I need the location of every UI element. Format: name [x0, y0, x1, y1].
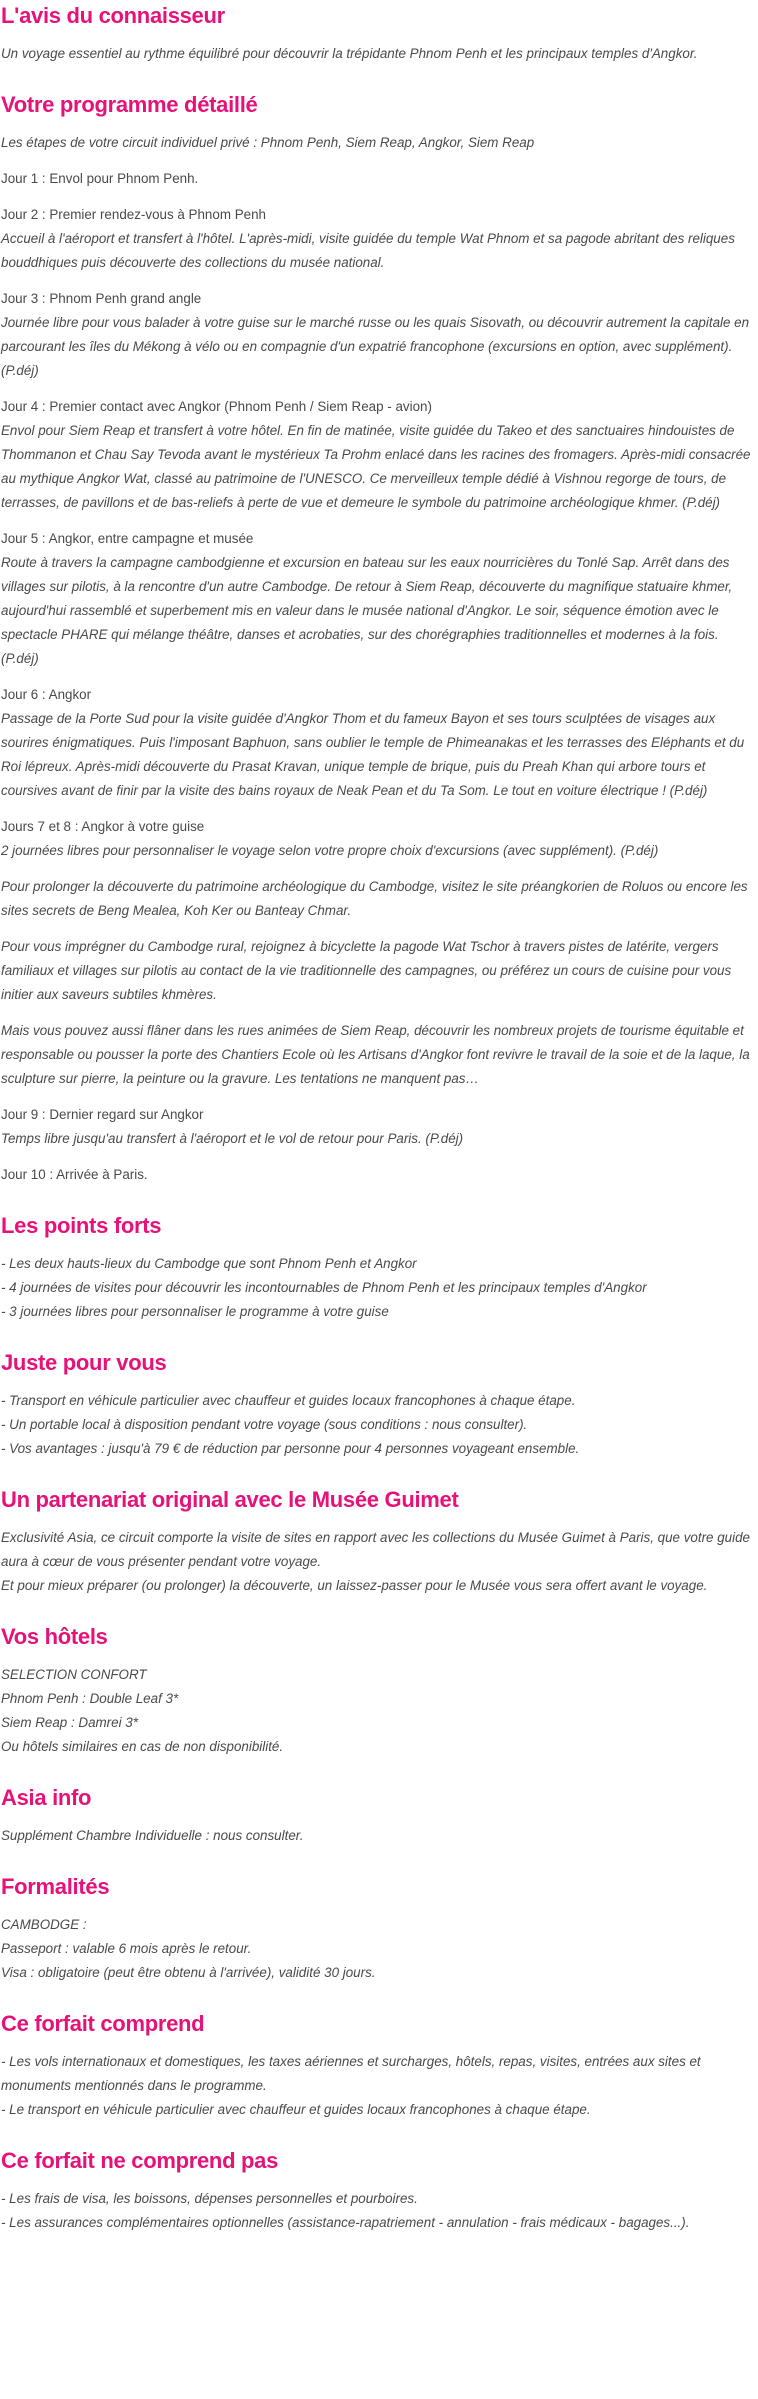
programme-intro: Les étapes de votre circuit individuel privé : Phnom Penh, Siem Reap, Angkor, Siem Reap	[1, 135, 535, 150]
list-item: - 3 journées libres pour personnaliser le programme à votre guise	[1, 1304, 389, 1319]
day-9-text: Temps libre jusqu'au transfert à l'aéroport et le vol de retour pour Paris. (P.déj)	[1, 1131, 464, 1146]
day-7-8-title: Jours 7 et 8 : Angkor à votre guise	[1, 819, 205, 834]
list-item: - 4 journées de visites pour découvrir les incontournables de Phnom Penh et les principaux temples d'Angkor	[1, 1280, 647, 1295]
extra-paragraph-2: Pour vous imprégner du Cambodge rural, rejoignez à bicyclette la pagode Wat Tschor à travers pistes de latérite, vergers familiaux et villages sur pilotis au contact de la vie traditionnelle des campagnes, ou préférez un cours de cuisine pour vous initier aux saveurs subtiles khmères.	[1, 939, 732, 1002]
extra-paragraph-1: Pour prolonger la découverte du patrimoine archéologique du Cambodge, visitez le site préangkorien de Roluos ou encore les sites secrets de Beng Mealea, Koh Ker ou Banteay Chmar.	[1, 879, 748, 918]
section-title-partenariat: Un partenariat original avec le Musée Guimet	[1, 1487, 459, 1512]
section-title-juste-pour-vous: Juste pour vous	[1, 1350, 167, 1375]
list-item: - Transport en véhicule particulier avec chauffeur et guides locaux francophones à chaque étape.	[1, 1393, 576, 1408]
section-title-formalites: Formalités	[1, 1874, 110, 1899]
list-item: - Les frais de visa, les boissons, dépenses personnelles et pourboires.	[1, 2191, 418, 2206]
hotel-line: Phnom Penh : Double Leaf 3*	[1, 1691, 179, 1706]
section-title-avis: L'avis du connaisseur	[1, 3, 225, 28]
section-title-programme: Votre programme détaillé	[1, 92, 258, 117]
day-6	[1, 683, 756, 803]
juste-pour-vous-list	[1, 1389, 756, 1461]
day-3-title: Jour 3 : Phnom Penh grand angle	[1, 291, 202, 306]
section-title-points-forts: Les points forts	[1, 1213, 162, 1238]
section-title-hotels: Vos hôtels	[1, 1624, 108, 1649]
hotel-line: SELECTION CONFORT	[1, 1667, 147, 1682]
day-9	[1, 1103, 756, 1151]
day-2	[1, 203, 756, 275]
day-5	[1, 527, 756, 671]
list-item: - Les assurances complémentaires optionnelles (assistance-rapatriement - annulation - frais médicaux - bagages...).	[1, 2215, 690, 2230]
avis-text: Un voyage essentiel au rythme équilibré pour découvrir la trépidante Phnom Penh et les principaux temples d'Angkor.	[1, 46, 698, 61]
day-6-text: Passage de la Porte Sud pour la visite guidée d'Angkor Thom et du fameux Bayon et ses tours sculptées de visages aux sourires énigmatiques. Puis l'imposant Baphuon, sans oublier le temple de Phimeanakas et les terrasses des Eléphants et du Roi lépreux. Après-midi découverte du Prasat Kravan, unique temple de brique, puis du Preah Khan qui arbore tours et coursives avant de finir par la visite des bains royaux de Neak Pean et du Ta Som. Le tout en voiture électrique ! (P.déj)	[1, 711, 745, 798]
section-title-comprend: Ce forfait comprend	[1, 2011, 205, 2036]
day-4	[1, 395, 756, 515]
ne-comprend-pas-list	[1, 2187, 756, 2235]
extra-paragraph-3: Mais vous pouvez aussi flâner dans les rues animées de Siem Reap, découvrir les nombreux projets de tourisme équitable et responsable ou pousser la porte des Chantiers Ecole où les Artisans d'Angkor font revivre le travail de la soie et de la laque, la sculpture sur pierre, la peinture ou la gravure. Les tentations ne manquent pas…	[1, 1023, 750, 1086]
day-5-title: Jour 5 : Angkor, entre campagne et musée	[1, 531, 254, 546]
list-item: - Le transport en véhicule particulier avec chauffeur et guides locaux francophones à chaque étape.	[1, 2102, 591, 2117]
day-2-text: Accueil à l'aéroport et transfert à l'hôtel. L'après-midi, visite guidée du temple Wat Phnom et sa pagode abritant des reliques bouddhiques puis découverte des collections du musée national.	[1, 231, 735, 270]
comprend-list	[1, 2050, 756, 2122]
day-7-8-text: 2 journées libres pour personnaliser le voyage selon votre propre choix d'excursions (avec supplément). (P.déj)	[1, 843, 659, 858]
list-item: - Un portable local à disposition pendant votre voyage (sous conditions : nous consulter).	[1, 1417, 528, 1432]
day-9-title: Jour 9 : Dernier regard sur Angkor	[1, 1107, 204, 1122]
asia-info-line: Supplément Chambre Individuelle : nous consulter.	[1, 1828, 304, 1843]
partenariat-line: Exclusivité Asia, ce circuit comporte la visite de sites en rapport avec les collections du Musée Guimet à Paris, que votre guide aura à cœur de vous présenter pendant votre voyage.	[1, 1530, 750, 1569]
formalites-line: Passeport : valable 6 mois après le retour.	[1, 1941, 252, 1956]
hotel-line: Siem Reap : Damrei 3*	[1, 1715, 138, 1730]
section-title-ne-comprend-pas: Ce forfait ne comprend pas	[1, 2148, 279, 2173]
asia-info-text	[1, 1824, 756, 1848]
day-7-8	[1, 815, 756, 863]
day-2-title: Jour 2 : Premier rendez-vous à Phnom Penh	[1, 207, 266, 222]
formalites-line: Visa : obligatoire (peut être obtenu à l'arrivée), validité 30 jours.	[1, 1965, 376, 1980]
day-3	[1, 287, 756, 383]
list-item: - Vos avantages : jusqu'à 79 € de réduction par personne pour 4 personnes voyageant ensemble.	[1, 1441, 580, 1456]
day-5-text: Route à travers la campagne cambodgienne et excursion en bateau sur les eaux nourricières du Tonlé Sap. Arrêt dans des villages sur pilotis, à la rencontre d'un autre Cambodge. De retour à Siem Reap, découverte du magnifique statuaire khmer, aujourd'hui rassemblé et superbement mis en valeur dans le musée national d'Angkor. Le soir, séquence émotion avec le spectacle PHARE qui mélange théâtre, danses et acrobaties, sur des chorégraphies traditionnelles et modernes à la fois. (P.déj)	[1, 555, 733, 666]
partenariat-line: Et pour mieux préparer (ou prolonger) la découverte, un laissez-passer pour le Musée vous sera offert avant le voyage.	[1, 1578, 708, 1593]
formalites-list	[1, 1913, 756, 1985]
day-1-title: Jour 1 : Envol pour Phnom Penh.	[1, 171, 199, 186]
day-4-text: Envol pour Siem Reap et transfert à votre hôtel. En fin de matinée, visite guidée du Takeo et des sanctuaires hindouistes de Thommanon et Chau Say Tevoda avant le mystérieux Ta Prohm enlacé dans les racines des fromagers. Après-midi consacrée au mythique Angkor Wat, classé au patrimoine de l'UNESCO. Ce merveilleux temple dédié à Vishnou regorge de tours, de terrasses, de pavillons et de bas-reliefs à perte de vue et demeure le symbole du patrimoine archéologique khmer. (P.déj)	[1, 423, 751, 510]
hotels-list	[1, 1663, 756, 1759]
section-title-asia-info: Asia info	[1, 1785, 92, 1810]
list-item: - Les vols internationaux et domestiques, les taxes aériennes et surcharges, hôtels, repas, visites, entrées aux sites et monuments mentionnés dans le programme.	[1, 2054, 701, 2093]
points-forts-list	[1, 1252, 756, 1324]
partenariat-text	[1, 1526, 756, 1598]
day-3-text: Journée libre pour vous balader à votre guise sur le marché russe ou les quais Sisovath, ou découvrir autrement la capitale en parcourant les îles du Mékong à vélo ou en compagnie d'un expatrié francophone (excursions en option, avec supplément). (P.déj)	[1, 315, 750, 378]
day-4-title: Jour 4 : Premier contact avec Angkor (Phnom Penh / Siem Reap - avion)	[1, 399, 432, 414]
formalites-line: CAMBODGE :	[1, 1917, 87, 1932]
list-item: - Les deux hauts-lieux du Cambodge que sont Phnom Penh et Angkor	[1, 1256, 417, 1271]
day-10-title: Jour 10 : Arrivée à Paris.	[1, 1167, 148, 1182]
day-6-title: Jour 6 : Angkor	[1, 687, 92, 702]
hotel-line: Ou hôtels similaires en cas de non disponibilité.	[1, 1739, 284, 1754]
